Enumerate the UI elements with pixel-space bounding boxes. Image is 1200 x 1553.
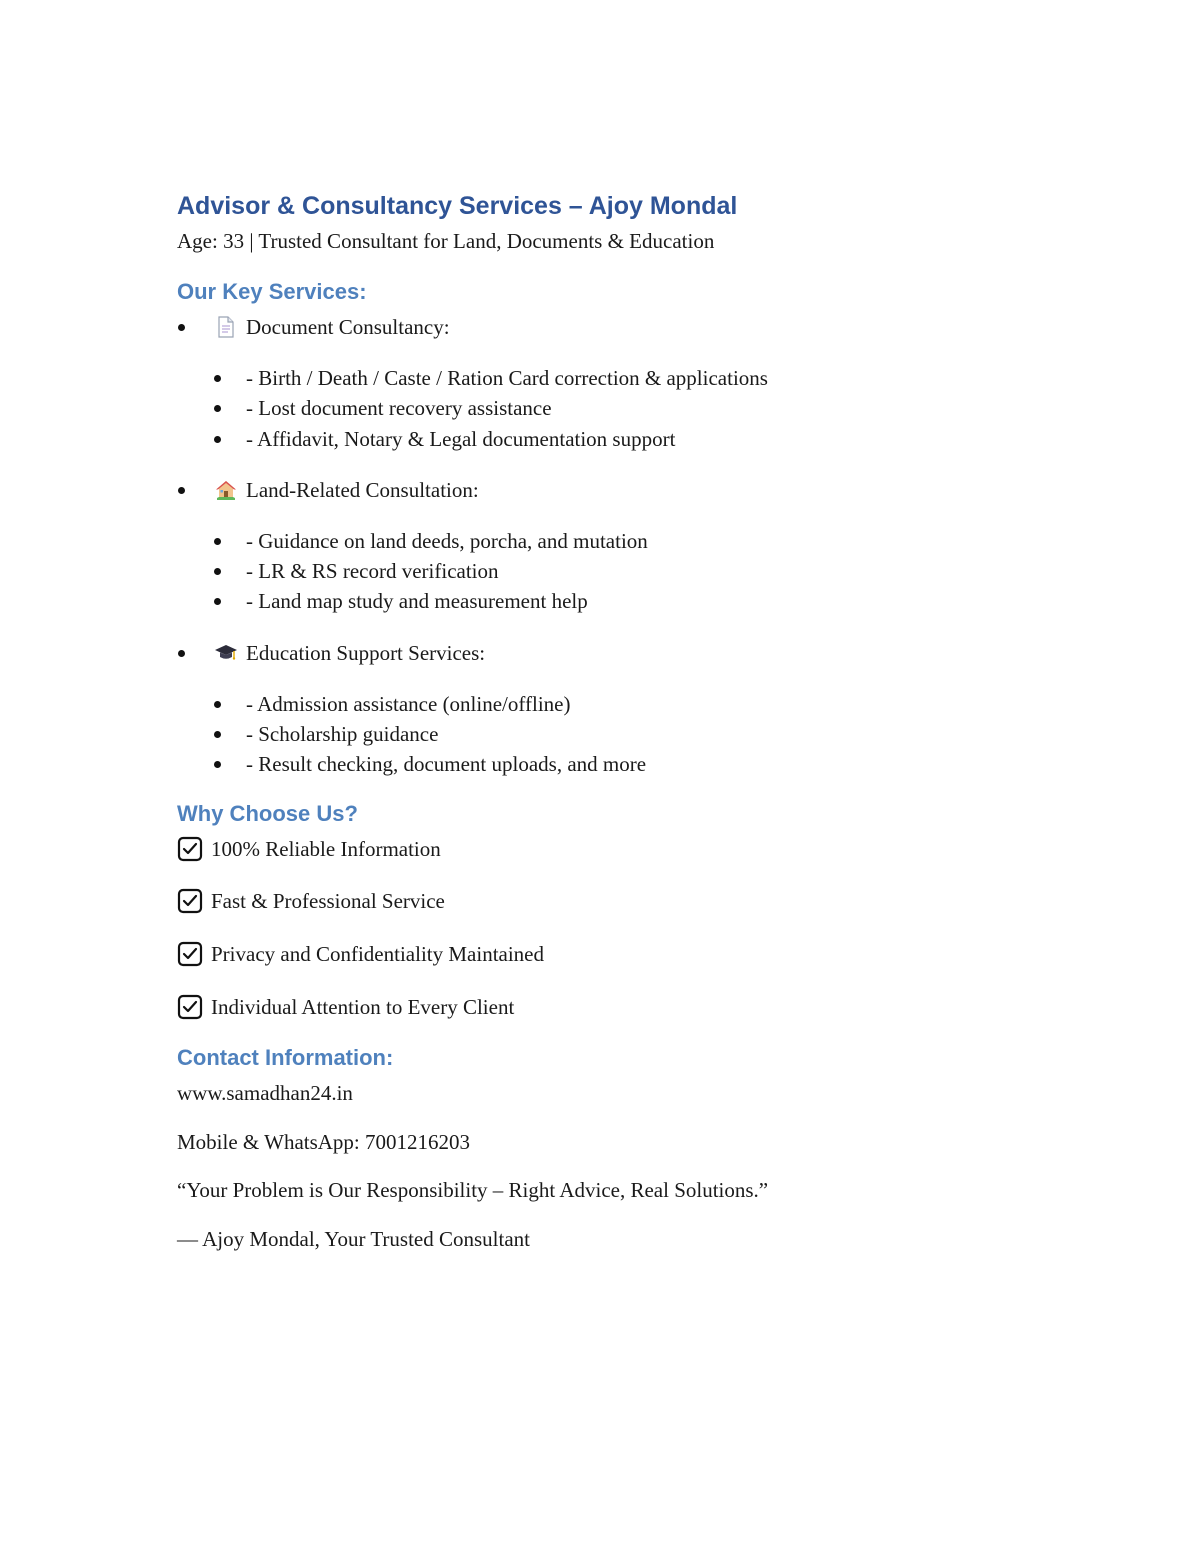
checkbox-checked-icon (177, 836, 203, 862)
why-item (177, 939, 1077, 969)
why-item-text: Privacy and Confidentiality Maintained (211, 942, 545, 967)
contact-heading: Contact Information: (177, 1045, 394, 1071)
list-item (177, 719, 1077, 749)
bullet (214, 568, 221, 575)
why-item-text: Individual Attention to Every Client (211, 995, 515, 1020)
list-item-text: - Affidavit, Notary & Legal documentation support (246, 426, 676, 451)
list-item-text: - Land map study and measurement help (246, 589, 588, 614)
bullet (214, 405, 221, 412)
service-item-education (177, 638, 1077, 668)
checkbox-checked-icon (177, 888, 203, 914)
service-item-land (177, 475, 1077, 505)
bullet (214, 538, 221, 545)
list-item-text: - Result checking, document uploads, and more (246, 752, 647, 777)
list-item (177, 556, 1077, 586)
checkbox-checked-icon (177, 994, 203, 1020)
page-title: Advisor & Consultancy Services – Ajoy Mondal (177, 192, 738, 220)
document-icon (214, 315, 238, 339)
bullet (214, 701, 221, 708)
list-item (177, 586, 1077, 616)
phone-number: Mobile & WhatsApp: 7001216203 (177, 1129, 471, 1154)
list-item (177, 526, 1077, 556)
list-item (177, 749, 1077, 779)
list-item-text: - Birth / Death / Caste / Ration Card correction & applications (246, 366, 768, 390)
bullet (178, 650, 185, 657)
why-item (177, 834, 1077, 864)
list-item (177, 363, 1077, 393)
bullet (214, 436, 221, 443)
bullet (214, 761, 221, 768)
list-item-text: - Lost document recovery assistance (246, 396, 552, 421)
bullet (214, 731, 221, 738)
why-heading: Why Choose Us? (177, 800, 358, 826)
bullet (178, 487, 185, 494)
service-sublist-education (177, 689, 1077, 780)
list-item-text: - Guidance on land deeds, porcha, and mutation (246, 528, 648, 553)
list-item-text: - LR & RS record verification (246, 559, 499, 584)
why-item-text: Fast & Professional Service (211, 889, 445, 914)
website-link[interactable]: www.samadhan24.in (177, 1081, 353, 1106)
page-subtitle: Age: 33 | Trusted Consultant for Land, Documents & Education (177, 229, 715, 253)
tagline-quote: “Your Problem is Our Responsibility – Right Advice, Real Solutions.” (177, 1178, 769, 1203)
service-label: Document Consultancy: (246, 315, 450, 339)
why-item (177, 992, 1077, 1022)
bullet (214, 598, 221, 605)
list-item-text: - Scholarship guidance (246, 722, 439, 747)
bullet (178, 324, 185, 331)
service-label: Land-Related Consultation: (246, 477, 479, 502)
list-item-text: - Admission assistance (online/offline) (246, 691, 571, 716)
graduation-cap-icon (214, 641, 238, 665)
why-item-text: 100% Reliable Information (211, 836, 441, 861)
list-item (177, 393, 1077, 423)
list-item (177, 424, 1077, 454)
service-label: Education Support Services: (246, 640, 486, 665)
service-sublist-land (177, 526, 1077, 617)
signature-line: — Ajoy Mondal, Your Trusted Consultant (177, 1226, 530, 1251)
why-item (177, 886, 1077, 916)
list-item (177, 689, 1077, 719)
checkbox-checked-icon (177, 941, 203, 967)
house-icon (214, 478, 238, 502)
document-content (177, 186, 1077, 1272)
bullet (214, 375, 221, 382)
service-item-document (177, 312, 1077, 342)
services-heading: Our Key Services: (177, 279, 367, 304)
service-sublist-document (177, 363, 1077, 454)
